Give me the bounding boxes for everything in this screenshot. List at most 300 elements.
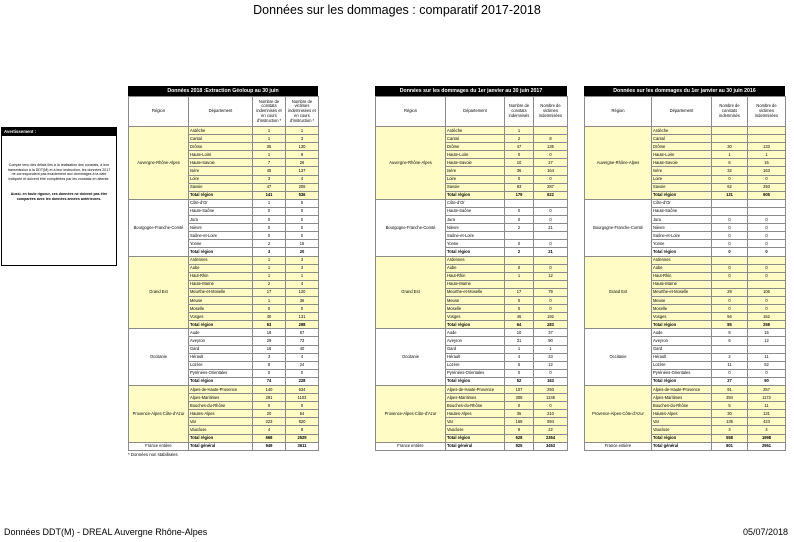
department-name: Haute-Savoie [652,159,712,167]
constats-value: 0 [712,240,748,248]
victimes-value: 1 [286,272,319,280]
department-name: Hérault [652,353,712,361]
constats-value: 2 [712,353,748,361]
department-name: Alpes-de-Haute-Provence [652,386,712,394]
grand-total-constats: 925 [505,442,534,450]
constats-value [505,232,534,240]
victimes-value: 0 [748,240,786,248]
region-name: Bourgogne-Franche-Comté [376,199,446,256]
victimes-value: 0 [748,232,786,240]
col-constats-header: Nombre de constats indemnisés [712,97,748,127]
constats-value: 0 [505,402,534,410]
region-name: Grand Est [129,256,189,329]
victimes-value: 21 [534,224,568,232]
constats-value: 29 [712,288,748,296]
table-row [376,127,568,135]
col-region-header: Région [129,97,189,127]
victimes-value: 287 [534,183,568,191]
table-row [376,256,568,264]
total-label: Total région [189,321,253,329]
department-name: Meuse [446,296,505,304]
france-label: France entière [376,442,446,450]
constats-value: 2 [253,280,286,288]
department-name: Isère [446,167,505,175]
victimes-value: 52 [748,361,786,369]
victimes-value: 820 [286,418,319,426]
constats-value: 4 [505,353,534,361]
table-row [585,127,786,135]
total-label: Total région [189,248,253,256]
grand-total-constats: 949 [253,442,286,450]
victimes-value: 106 [748,288,786,296]
victimes-value: 164 [534,167,568,175]
grand-total-label: Total général [652,442,712,450]
constats-value: 11 [712,361,748,369]
victimes-value [748,280,786,288]
total-label: Total région [189,191,253,199]
constats-value: 17 [505,288,534,296]
table-2017 [375,86,567,451]
region-name: Provence-Alpes-Côte-d'Azur [129,386,189,443]
department-name: Haute-Saône [446,207,505,215]
victimes-value: 130 [286,143,319,151]
constats-value [712,256,748,264]
constats-value: 62 [712,183,748,191]
constats-value: 2 [253,240,286,248]
warning-text-bold: Aussi, en toute rigueur, ces données ne doivent pas être comparées avec les données années antérieures. [10,192,108,202]
department-name: Var [446,418,505,426]
department-name: Savoie [189,183,253,191]
department-name: Ardèche [652,127,712,135]
constats-value: 281 [253,394,286,402]
department-name: Pyrénées-Orientales [189,369,253,377]
victimes-value: 0 [748,272,786,280]
victimes-value: 135 [534,143,568,151]
constats-value: 0 [505,305,534,313]
constats-value [712,199,748,207]
department-name: Aveyron [446,337,505,345]
department-name: Var [652,418,712,426]
department-name: Moselle [446,305,505,313]
victimes-value: 120 [286,288,319,296]
victimes-value: 0 [748,296,786,304]
total-label: Total région [189,377,253,385]
victimes-value: 26 [286,159,319,167]
constats-value: 1 [712,151,748,159]
constats-value: 0 [712,296,748,304]
col-department-header: Département [189,97,253,127]
victimes-value: 0 [286,207,319,215]
grand-total-victimes: 3453 [534,442,568,450]
victimes-value: 1 [748,151,786,159]
victimes-value: 192 [534,313,568,321]
total-constats: 2 [505,248,534,256]
constats-value: 47 [253,183,286,191]
constats-value: 1 [253,199,286,207]
department-name: Hérault [189,353,253,361]
constats-value: 169 [505,418,534,426]
department-name: Haut-Rhin [446,272,505,280]
total-victimes: 2529 [286,434,319,442]
warning-box [1,127,117,266]
victimes-value: 8 [534,135,568,143]
victimes-value: 15 [286,240,319,248]
constats-value: 6 [505,361,534,369]
department-name: Hérault [446,353,505,361]
department-name: Haute-Savoie [446,159,505,167]
victimes-value: 0 [286,216,319,224]
total-victimes: 605 [748,191,786,199]
department-name: Haute-Marne [446,280,505,288]
victimes-value: 79 [534,288,568,296]
total-constats: 3 [253,248,286,256]
department-name: Ardennes [652,256,712,264]
department-name: Isère [189,167,253,175]
department-name: Aude [652,329,712,337]
constats-value: 294 [712,394,748,402]
table-row [129,199,319,207]
victimes-value: 0 [534,175,568,183]
department-name: Drôme [446,143,505,151]
victimes-value: 534 [286,386,319,394]
total-constats: 131 [712,191,748,199]
victimes-value: 0 [286,369,319,377]
victimes-value: 15 [748,329,786,337]
constats-value: 16 [253,345,286,353]
constats-value: 32 [712,167,748,175]
department-name: Drôme [189,143,253,151]
table-row [585,329,786,337]
table-row [129,256,319,264]
total-constats: 558 [712,434,748,442]
constats-value: 30 [712,410,748,418]
table-row [376,386,568,394]
footer-date: 05/07/2018 [742,527,788,537]
victimes-value: 5 [286,199,319,207]
constats-value: 8 [712,329,748,337]
department-name: Bouches-du-Rhône [652,402,712,410]
department-name: Loire [446,175,505,183]
constats-value: 0 [253,224,286,232]
department-name: Ardèche [446,127,505,135]
victimes-value: 0 [748,175,786,183]
victimes-value [534,256,568,264]
victimes-value: 0 [286,224,319,232]
constats-value: 2 [505,135,534,143]
victimes-value: 137 [286,167,319,175]
constats-value: 45 [253,167,286,175]
department-name: Hautes-Alpes [446,410,505,418]
region-name: Provence-Alpes-Côte-d'Azur [376,386,446,443]
region-name: Occitanie [376,329,446,386]
department-name: Moselle [652,305,712,313]
department-name: Yonne [446,240,505,248]
department-name: Côte-d'Or [652,199,712,207]
region-name: Grand Est [376,256,446,329]
victimes-value: 12 [748,337,786,345]
total-victimes: 283 [534,321,568,329]
constats-value: 1 [505,272,534,280]
constats-value: 17 [253,288,286,296]
constats-value: 35 [253,143,286,151]
department-name: Aube [652,264,712,272]
constats-value [505,199,534,207]
victimes-value: 0 [534,264,568,272]
constats-value [712,280,748,288]
victimes-value: 0 [534,402,568,410]
victimes-value: 423 [748,418,786,426]
constats-value: 35 [505,410,534,418]
victimes-value [534,127,568,135]
department-name: Haut-Rhin [652,272,712,280]
grand-total-victimes: 2951 [748,442,786,450]
constats-value: 6 [712,337,748,345]
department-name: Lozère [446,361,505,369]
constats-value: 0 [253,232,286,240]
victimes-value: 0 [534,369,568,377]
victimes-value [748,207,786,215]
total-constats: 64 [505,321,534,329]
table-row [585,199,786,207]
constats-value [505,280,534,288]
constats-value: 1 [253,256,286,264]
constats-value: 107 [505,386,534,394]
table-row [129,329,319,337]
department-name: Ardèche [189,127,253,135]
constats-value: 29 [253,337,286,345]
footer-source: Données DDT(M) - DREAL Auvergne Rhône-Alpes [4,527,208,537]
victimes-value: 23 [534,353,568,361]
department-name: Savoie [446,183,505,191]
damage-table [375,96,568,451]
constats-value: 2 [505,224,534,232]
victimes-value: 293 [748,183,786,191]
column-header-row [376,97,568,127]
department-name: Lozère [189,361,253,369]
department-name: Gard [189,345,253,353]
region-name: Provence-Alpes-Côte-d'Azur [585,386,652,443]
constats-value: 10 [505,329,534,337]
total-constats: 27 [712,377,748,385]
footnote: * Données non stabilisées [128,451,178,457]
victimes-value: 12 [534,361,568,369]
total-constats: 179 [505,191,534,199]
total-label: Total région [652,191,712,199]
victimes-value: 0 [748,216,786,224]
table-row [376,329,568,337]
total-constats: 85 [712,321,748,329]
department-name: Savoie [652,183,712,191]
victimes-value: 0 [534,240,568,248]
department-name: Alpes-Maritimes [189,394,253,402]
victimes-value: 0 [534,151,568,159]
constats-value: 18 [253,329,286,337]
department-name: Pyrénées-Orientales [446,369,505,377]
table-row [129,127,319,135]
constats-value: 31 [505,337,534,345]
constats-value: 40 [253,313,286,321]
victimes-value [748,127,786,135]
constats-value: 0 [253,207,286,215]
victimes-value: 1172 [748,394,786,402]
table-row [585,256,786,264]
department-name: Loire [652,175,712,183]
department-name: Vaucluse [189,426,253,434]
constats-value: 0 [505,216,534,224]
total-victimes: 163 [534,377,568,385]
victimes-value: 27 [534,159,568,167]
department-name: Ardennes [189,256,253,264]
total-victimes: 298 [286,321,319,329]
constats-value: 83 [505,183,534,191]
victimes-value: 131 [748,410,786,418]
constats-value: 0 [712,264,748,272]
col-region-header: Région [585,97,652,127]
total-victimes: 1998 [748,434,786,442]
department-name: Jura [189,216,253,224]
constats-value: 0 [253,369,286,377]
constats-value: 1 [505,345,534,353]
victimes-value: 0 [748,264,786,272]
department-name: Côte-d'Or [446,199,505,207]
warning-text: Compte tenu des délais liés à la réalisation des constats, à leur transmission à la DDT(M) et à leur instruction, les données 2017 ne correspondent pas exactement aux dommages à la date indiquée et doivent être complétées par les constats en attente. [7,162,111,182]
department-name: Nièvre [446,224,505,232]
constats-value: 1 [505,127,534,135]
total-label: Total région [652,377,712,385]
constats-value: 1 [253,127,286,135]
victimes-value: 163 [748,167,786,175]
victimes-value: 4 [286,280,319,288]
department-name: Yonne [652,240,712,248]
constats-value: 30 [712,143,748,151]
col-constats-header: Nombre de constats indemnisés et en cours d'instruction * [253,97,286,127]
total-label: Total région [652,434,712,442]
victimes-value [534,232,568,240]
constats-value: 47 [505,143,534,151]
victimes-value: 1245 [534,394,568,402]
constats-value [712,135,748,143]
col-victimes-header: Nombre de victimes indemnisées et en cours d'instruction * [286,97,319,127]
constats-value: 0 [505,296,534,304]
department-name: Bouches-du-Rhône [189,402,253,410]
total-label: Total région [446,248,505,256]
department-name: Yonne [189,240,253,248]
region-name: Occitanie [585,329,652,386]
department-name: Cantal [189,135,253,143]
total-victimes: 536 [286,191,319,199]
victimes-value: 0 [286,305,319,313]
total-victimes: 228 [286,377,319,385]
victimes-value [748,256,786,264]
constats-value: 7 [253,159,286,167]
victimes-value: 8 [286,426,319,434]
constats-value: 0 [505,207,534,215]
constats-value [712,127,748,135]
department-name: Alpes-de-Haute-Provence [189,386,253,394]
department-name: Haute-Savoie [189,159,253,167]
department-name: Loire [189,175,253,183]
table-header: Données sur les dommages du 1er janvier au 30 juin 2016 [584,86,785,96]
department-name: Jura [446,216,505,224]
constats-value: 0 [712,224,748,232]
department-name: Saône-et-Loire [652,232,712,240]
constats-value: 0 [712,232,748,240]
department-name: Aube [446,264,505,272]
total-label: Total région [446,434,505,442]
constats-value: 56 [712,313,748,321]
department-name: Aude [446,329,505,337]
constats-value: 3 [253,175,286,183]
col-department-header: Département [446,97,505,127]
victimes-value: 15 [748,159,786,167]
constats-value: 0 [712,175,748,183]
total-victimes: 21 [534,248,568,256]
victimes-value: 11 [748,402,786,410]
constats-value: 1 [253,296,286,304]
victimes-value [534,199,568,207]
department-name: Meuse [652,296,712,304]
total-label: Total région [652,248,712,256]
grand-total-victimes: 3611 [286,442,319,450]
victimes-value: 3 [286,256,319,264]
department-name: Côte-d'Or [189,199,253,207]
constats-value: 5 [712,402,748,410]
constats-value: 0 [253,216,286,224]
department-name: Saône-et-Loire [446,232,505,240]
victimes-value [534,280,568,288]
region-name: Auvergne-Rhône-Alpes [129,127,189,200]
total-label: Total région [446,321,505,329]
victimes-value: 9 [286,151,319,159]
total-label: Total région [446,377,505,385]
column-header-row [585,97,786,127]
victimes-value: 131 [286,313,319,321]
department-name: Var [189,418,253,426]
victimes-value: 1 [534,345,568,353]
grand-total-row [129,442,319,450]
france-label: France entière [129,442,189,450]
constats-value [712,207,748,215]
col-department-header: Département [652,97,712,127]
department-name: Meurthe-et-Moselle [446,288,505,296]
department-name: Haut-Rhin [189,272,253,280]
department-name: Drôme [652,143,712,151]
victimes-value: 1103 [286,394,319,402]
victimes-value: 1 [286,127,319,135]
total-constats: 74 [253,377,286,385]
total-constats: 141 [253,191,286,199]
victimes-value: 87 [286,329,319,337]
constats-value [712,345,748,353]
table-header: Données 2018 :Extraction Géoloup au 30 juin [128,86,318,96]
victimes-value: 210 [534,410,568,418]
department-name: Cantal [652,135,712,143]
region-name: Bourgogne-Franche-Comté [129,199,189,256]
department-name: Hautes-Alpes [189,410,253,418]
total-label: Total région [652,321,712,329]
department-name: Hautes-Alpes [652,410,712,418]
victimes-value: 0 [534,216,568,224]
grand-total-label: Total général [446,442,505,450]
department-name: Aube [189,264,253,272]
constats-value [505,256,534,264]
constats-value: 135 [712,418,748,426]
victimes-value: 0 [286,232,319,240]
department-name: Ardennes [446,256,505,264]
victimes-value: 0 [748,224,786,232]
victimes-value: 37 [534,329,568,337]
constats-value: 1 [253,135,286,143]
